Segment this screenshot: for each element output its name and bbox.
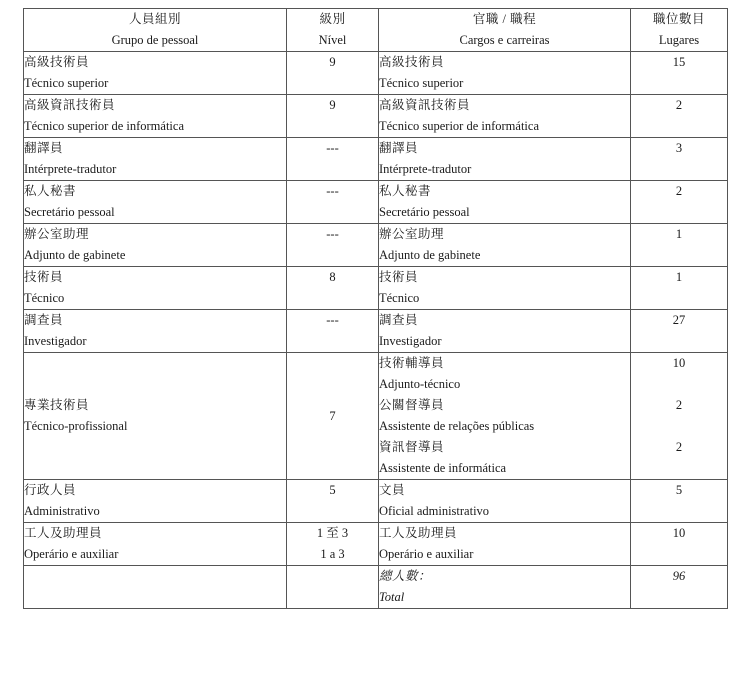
table-row bbox=[24, 523, 728, 566]
group-pt: Técnico bbox=[24, 291, 65, 305]
career-zh: 調查員 bbox=[379, 313, 419, 327]
career-pt: Operário e auxiliar bbox=[379, 547, 474, 561]
career-cell bbox=[379, 353, 631, 480]
career-pt: Adjunto-técnico bbox=[379, 377, 461, 391]
group-zh: 調查員 bbox=[24, 313, 64, 327]
level-cell: 8 bbox=[287, 267, 379, 310]
group-cell bbox=[24, 523, 287, 566]
places-cell: 2 bbox=[631, 181, 728, 224]
level-cell: 5 bbox=[287, 480, 379, 523]
places-cell: 27 bbox=[631, 310, 728, 353]
career-pt: Oficial administrativo bbox=[379, 504, 490, 518]
career-pt: Intérprete-tradutor bbox=[379, 162, 472, 176]
group-zh: 辦公室助理 bbox=[24, 227, 90, 241]
places-value: 10 bbox=[672, 356, 686, 370]
career-cell bbox=[379, 138, 631, 181]
group-zh: 高級資訊技術員 bbox=[24, 98, 116, 112]
level-pt: 1 a 3 bbox=[320, 547, 345, 561]
header-career-pt: Cargos e carreiras bbox=[459, 33, 550, 47]
career-zh: 技術員 bbox=[379, 270, 419, 284]
header-group bbox=[24, 9, 287, 52]
career-cell bbox=[379, 52, 631, 95]
table-row bbox=[24, 52, 728, 95]
group-zh: 專業技術員 bbox=[24, 398, 90, 412]
total-label-zh: 總人數： bbox=[379, 569, 432, 583]
places-spacer bbox=[631, 374, 727, 395]
table-row bbox=[24, 480, 728, 523]
table-row bbox=[24, 138, 728, 181]
places-value: 2 bbox=[675, 440, 683, 454]
career-zh: 資訊督導員 bbox=[379, 440, 445, 454]
header-level-zh: 級別 bbox=[319, 12, 346, 26]
staffing-table bbox=[23, 8, 728, 609]
group-cell bbox=[24, 310, 287, 353]
group-cell bbox=[24, 52, 287, 95]
group-zh: 高級技術員 bbox=[24, 55, 90, 69]
header-places-pt: Lugares bbox=[658, 33, 700, 47]
total-label-cell bbox=[379, 566, 631, 609]
career-zh: 高級技術員 bbox=[379, 55, 445, 69]
career-zh: 私人秘書 bbox=[379, 184, 432, 198]
places-cell: 10 bbox=[631, 523, 728, 566]
places-cell: 1 bbox=[631, 267, 728, 310]
group-pt: Intérprete-tradutor bbox=[24, 162, 117, 176]
table-row bbox=[24, 224, 728, 267]
header-career bbox=[379, 9, 631, 52]
career-cell bbox=[379, 267, 631, 310]
group-cell bbox=[24, 95, 287, 138]
group-pt: Secretário pessoal bbox=[24, 205, 115, 219]
group-pt: Técnico superior bbox=[24, 76, 109, 90]
group-cell bbox=[24, 138, 287, 181]
places-value: 2 bbox=[675, 398, 683, 412]
career-zh: 辦公室助理 bbox=[379, 227, 445, 241]
group-pt: Técnico superior de informática bbox=[24, 119, 184, 133]
places-cell: 3 bbox=[631, 138, 728, 181]
header-level bbox=[287, 9, 379, 52]
career-pt: Investigador bbox=[379, 334, 442, 348]
level-cell: --- bbox=[287, 224, 379, 267]
total-places-cell: 96 bbox=[631, 566, 728, 609]
career-zh: 工人及助理員 bbox=[379, 526, 458, 540]
career-cell bbox=[379, 480, 631, 523]
level-cell: 7 bbox=[287, 353, 379, 480]
total-label-pt: Total bbox=[379, 590, 405, 604]
level-cell: --- bbox=[287, 138, 379, 181]
group-zh: 技術員 bbox=[24, 270, 64, 284]
group-zh: 工人及助理員 bbox=[24, 526, 103, 540]
group-pt: Técnico-profissional bbox=[24, 419, 128, 433]
career-pt: Secretário pessoal bbox=[379, 205, 470, 219]
group-pt: Adjunto de gabinete bbox=[24, 248, 126, 262]
career-cell bbox=[379, 224, 631, 267]
career-pt: Assistente de informática bbox=[379, 461, 507, 475]
career-pt: Técnico superior de informática bbox=[379, 119, 539, 133]
career-zh: 翻譯員 bbox=[379, 141, 419, 155]
level-cell: --- bbox=[287, 181, 379, 224]
total-empty-cell bbox=[287, 566, 379, 609]
header-row bbox=[24, 9, 728, 52]
group-zh: 翻譯員 bbox=[24, 141, 64, 155]
places-cell: 5 bbox=[631, 480, 728, 523]
table-row-professional bbox=[24, 353, 728, 480]
group-zh: 私人秘書 bbox=[24, 184, 77, 198]
level-cell: 9 bbox=[287, 52, 379, 95]
group-cell bbox=[24, 353, 287, 480]
group-cell bbox=[24, 480, 287, 523]
places-cell: 15 bbox=[631, 52, 728, 95]
level-zh: 1 至 3 bbox=[316, 526, 349, 540]
career-zh: 文員 bbox=[379, 483, 406, 497]
career-pt: Adjunto de gabinete bbox=[379, 248, 481, 262]
table-row bbox=[24, 181, 728, 224]
header-group-zh: 人員組別 bbox=[128, 12, 181, 26]
career-zh: 公關督導員 bbox=[379, 398, 445, 412]
career-pt: Assistente de relações públicas bbox=[379, 419, 535, 433]
table-row bbox=[24, 310, 728, 353]
career-zh: 技術輔導員 bbox=[379, 356, 445, 370]
header-level-pt: Nível bbox=[318, 33, 347, 47]
career-cell bbox=[379, 181, 631, 224]
table-row bbox=[24, 267, 728, 310]
group-cell bbox=[24, 224, 287, 267]
group-pt: Administrativo bbox=[24, 504, 100, 518]
header-places-zh: 職位數目 bbox=[652, 12, 705, 26]
places-cell: 2 bbox=[631, 95, 728, 138]
level-cell: --- bbox=[287, 310, 379, 353]
group-pt: Operário e auxiliar bbox=[24, 547, 119, 561]
total-row bbox=[24, 566, 728, 609]
level-cell: 9 bbox=[287, 95, 379, 138]
group-cell bbox=[24, 267, 287, 310]
level-cell bbox=[287, 523, 379, 566]
header-group-pt: Grupo de pessoal bbox=[111, 33, 199, 47]
places-cell: 1 bbox=[631, 224, 728, 267]
header-places bbox=[631, 9, 728, 52]
group-cell bbox=[24, 181, 287, 224]
table-row bbox=[24, 95, 728, 138]
career-cell bbox=[379, 95, 631, 138]
places-cell bbox=[631, 353, 728, 480]
group-pt: Investigador bbox=[24, 334, 87, 348]
header-career-zh: 官職 / 職程 bbox=[472, 12, 537, 26]
places-spacer bbox=[631, 416, 727, 437]
career-pt: Técnico superior bbox=[379, 76, 464, 90]
total-empty-cell bbox=[24, 566, 287, 609]
career-zh: 高級資訊技術員 bbox=[379, 98, 471, 112]
career-cell bbox=[379, 310, 631, 353]
career-pt: Técnico bbox=[379, 291, 420, 305]
group-zh: 行政人員 bbox=[24, 483, 77, 497]
career-cell bbox=[379, 523, 631, 566]
